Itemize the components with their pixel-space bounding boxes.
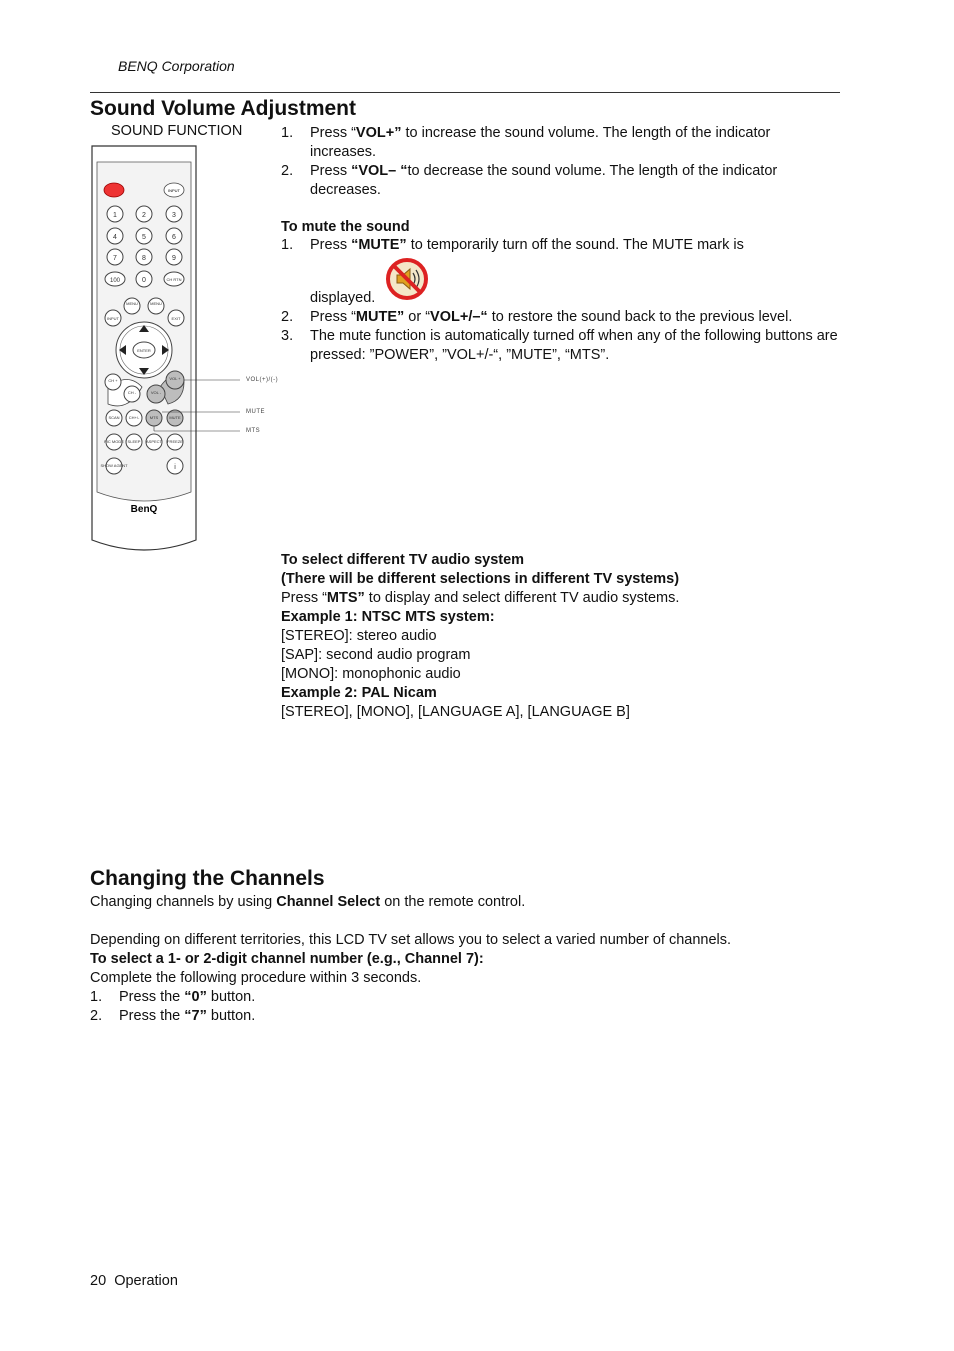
ch-down-label: CH - bbox=[127, 390, 137, 395]
vol-up-label: VOL + bbox=[169, 376, 181, 381]
channels-body: Changing channels by using Channel Select on the remote control. Depending on different territories, this LCD TV set allows you to select a varied number of channels. To select a 1- or 2-digit channel number (e.g., Channel 7): Complete the following procedure within 3 seconds. 1. Press the “0” button. 2. Press the “7” button. bbox=[90, 893, 840, 1026]
callout-mts: MTS bbox=[246, 428, 261, 434]
running-header: BENQ Corporation bbox=[118, 58, 235, 74]
section-title-sound: Sound Volume Adjustment bbox=[90, 97, 356, 120]
brand-logo: BenQ bbox=[130, 504, 158, 515]
key-2: 2 bbox=[142, 212, 146, 219]
key-ch-rtn: CH RTN bbox=[166, 277, 182, 282]
mute-step-1: 1. Press “MUTE” to temporarily turn off the sound. The MUTE mark is bbox=[281, 237, 744, 253]
page-number: 20 bbox=[90, 1273, 107, 1289]
key-8: 8 bbox=[142, 255, 146, 262]
key-6: 6 bbox=[172, 234, 176, 241]
mute-step-2-3: 2. Press “MUTE” or “VOL+/–“ to restore the sound back to the previous level. 3. The mute function is automatically turned off when any of the following buttons are pressed: ”POWER”, ”VOL+/-“, ”MUTE”, “MTS”. bbox=[281, 309, 838, 363]
page-footer bbox=[90, 1273, 178, 1289]
vol-down-label: VOL - bbox=[150, 390, 162, 395]
list-item: 1. Press the “0” button. bbox=[90, 989, 256, 1005]
key-5: 5 bbox=[142, 234, 146, 241]
callout-mute: MUTE bbox=[246, 409, 265, 415]
key-100: 100 bbox=[109, 278, 121, 284]
show-agent-label: SHOW AGENT bbox=[100, 463, 128, 468]
mute-mark-icon bbox=[384, 256, 430, 302]
chpm-label: CH+/- bbox=[128, 415, 140, 420]
key-9: 9 bbox=[172, 255, 176, 262]
aspect-label: ASPECT bbox=[145, 439, 163, 444]
menu-left-label: MENU bbox=[126, 301, 138, 306]
mute-key-label: MUTE bbox=[169, 415, 181, 420]
mts-key-label: MTS bbox=[149, 415, 159, 420]
enter-label: ENTER bbox=[137, 348, 151, 353]
audio-system-block: To select different TV audio system (There will be different selections in different TV systems) Press “MTS” to display and select different TV audio systems. Example 1: NTSC MTS system: [STEREO]: stereo audio [SAP]: second audio program [MONO]: monophonic audio Example 2: PAL Nicam [STEREO], [MONO], [LANGUAGE A], [LANGUAGE B] bbox=[281, 552, 680, 720]
exit-label: EXIT bbox=[171, 316, 181, 321]
mute-heading: To mute the sound bbox=[281, 219, 410, 235]
key-3: 3 bbox=[172, 212, 176, 219]
input-label: INPUT bbox=[107, 316, 119, 321]
callout-vol: VOL(+)/(-) bbox=[246, 377, 279, 383]
pic-mode-label: PIC MODE bbox=[104, 439, 124, 444]
scan-label: SCAN bbox=[108, 415, 120, 420]
key-1: 1 bbox=[113, 212, 117, 219]
remote-control-illustration bbox=[88, 142, 288, 554]
header-rule bbox=[90, 92, 840, 93]
section-title-channels: Changing the Channels bbox=[90, 867, 325, 890]
key-4: 4 bbox=[113, 234, 117, 241]
volume-steps bbox=[281, 124, 836, 200]
input-key-label: INPUT bbox=[168, 188, 180, 193]
key-7: 7 bbox=[113, 255, 117, 262]
info-label: i bbox=[174, 464, 176, 471]
freeze-label: FREEZE bbox=[167, 439, 183, 444]
mute-displayed: displayed. bbox=[310, 290, 376, 306]
sleep-label: SLEEP bbox=[127, 439, 141, 444]
list-item: 1. Press “VOL+” to increase the sound volume. The length of the indicator increases. bbox=[281, 125, 771, 160]
list-item: 2. Press “VOL– “to decrease the sound volume. The length of the indicator decreases. bbox=[281, 163, 778, 198]
list-item: 2. Press the “7” button. bbox=[90, 1008, 256, 1024]
menu-right-label: MENU bbox=[150, 301, 162, 306]
ch-up-label: CH + bbox=[108, 378, 118, 383]
footer-section: Operation bbox=[114, 1273, 178, 1289]
key-0: 0 bbox=[142, 277, 146, 284]
side-label: SOUND FUNCTION bbox=[111, 123, 243, 139]
